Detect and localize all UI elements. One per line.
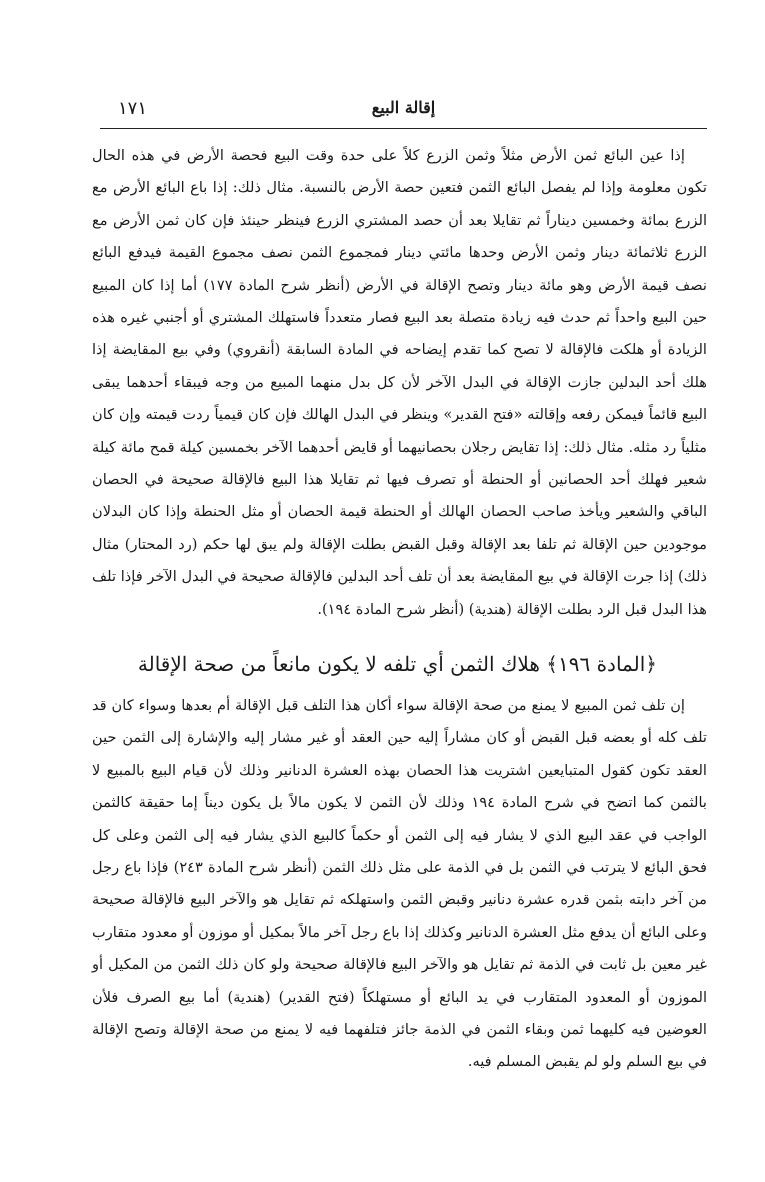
running-title: إقالة البيع [371,98,436,117]
paragraph: إن تلف ثمن المبيع لا يمنع من صحة الإقالة سواء أكان هذا التلف قبل الإقالة أم بعدها وسواء كان قد تلف كله أو بعضه قبل القبض أو كان مشاراً إليه حين العقد أو غير مشار إليه والإشارة إلى الثمن حين العقد تكون كقول المتبايعين اشتريت هذا الحصان بهذه العشرة الدنانير وذلك لأن قيام البيع بالمبيع لا بالثمن كما اتضح في شرح المادة ١٩٤ وذلك لأن الثمن لا يكون مالاً بل يكون ديناً إما حقيقة كالثمن الواجب في عقد البيع الذي لا يشار فيه إلى الثمن أو حكماً كالبيع الذي يشار فيه إلى الثمن وعلى كل فحق البائع لا يترتب في الثمن بل في الذمة على مثل ذلك الثمن (أنظر شرح المادة ٢٤٣) فإذا باع رجل من آخر دابته بثمن قدره عشرة دنانير وقبض الثمن واستهلكه ثم تقايل هو والآخر البيع فالإقالة صحيحة وعلى البائع أن يدفع مثل العشرة الدنانير وكذلك إذا باع رجل آخر مالاً بمكيل أو موزون أو معدود متقارب غير معين بل ثابت في الذمة ثم تقايل هو والآخر البيع فالإقالة صحيحة ولو كان ذلك الثمن من المكيل أو الموزون أو المعدود المتقارب في يد البائع أو مستهلكاً (فتح القدير) (هندية) أما بيع الصرف فلأن العوضين فيه كليهما ثمن وبقاء الثمن في الذمة جائز فتلفهما فيه لا يمنع من صحة الإقالة وتصح الإقالة في بيع السلم ولو لم يقبض المسلم فيه. [92,697,707,1071]
section-2-text [92,690,707,1079]
header-rule [100,128,707,129]
article-heading: ﴿المادة ١٩٦﴾ هلاك الثمن أي تلفه لا يكون مانعاً من صحة الإقالة [137,652,657,676]
section-1-text [92,140,707,626]
page-header [100,90,707,130]
paragraph: إذا عين البائع ثمن الأرض مثلاً وثمن الزرع كلاً على حدة وقت البيع فحصة الأرض في هذه الحال تكون معلومة وإذا لم يفصل البائع الثمن فتعين حصة الأرض بالنسبة. مثال ذلك: إذا باع البائع الأرض مع الزرع بمائة وخمسين ديناراً ثم تقايلا بعد أن حصد المشتري الزرع فينظر حينئذ فإن كان ثمن الأرض مع الزرع ثلاثمائة دينار وثمن الأرض وحدها مائتي دينار فمجموع الثمن نصف مجموع القيمة فيدفع البائع نصف قيمة الأرض وهو مائة دينار وتصح الإقالة في الأرض (أنظر شرح المادة ١٧٧) أما إذا كان المبيع حين البيع واحداً ثم حدث فيه زيادة متصلة بعد البيع فصار متعدداً فاستهلك المشتري أو أجنبي غيره هذه الزيادة أو هلكت فالإقالة لا تصح كما تقدم إيضاحه في المادة السابقة (أنقروي) وفي بيع المقايضة إذا هلك أحد البدلين جازت الإقالة في البدل الآخر لأن كل بدل منهما المبيع من وجه فيبقاء أحدهما يبقى البيع قائماً فيمكن رفعه وإقالته «فتح القدير» وينظر في البدل الهالك فإن كان قيمياً ردت قيمته وإن كان مثلياً رد مثله. مثال ذلك: إذا تقايض رجلان بحصانيهما أو قايض أحدهما الآخر بخمسين كيلة قمح مائة كيلة شعير فهلك أحد الحصانين أو الحنطة أو تصرف فيها ثم تقايلا هذا البيع فالإقالة صحيحة في الحصان الباقي والشعير ويأخذ صاحب الحصان الهالك أو الحنطة قيمة الحصان أو مثل الحنطة وإذا كان البدلان موجودين حين الإقالة ثم تلفا بعد الإقالة وقبل القبض بطلت الإقالة ولم يبق لها حكم (رد المحتار) مثال ذلك) إذا جرت الإقالة في بيع المقايضة بعد أن تلف أحد البدلين فالإقالة صحيحة في البدل الآخر فإذا تلف هذا البدل قبل الرد بطلت الإقالة (هندية) (أنظر شرح المادة ١٩٤). [92,147,707,618]
page-number: ١٧١ [118,98,148,119]
